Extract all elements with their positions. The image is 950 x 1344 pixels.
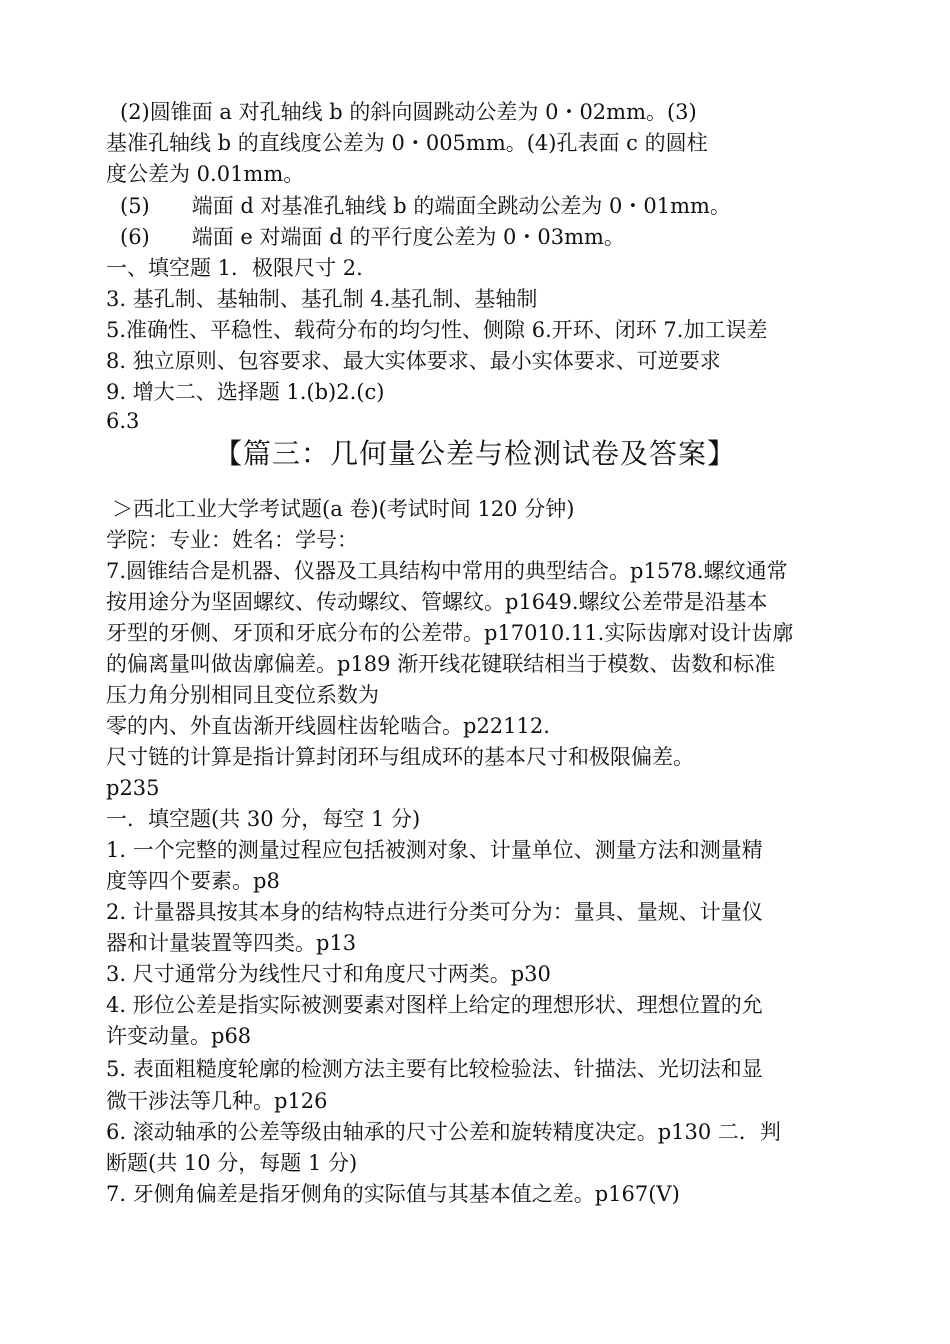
text-line: 按用途分为坚固螺纹、传动螺纹、管螺纹。p1649.螺纹公差带是沿基本 (106, 590, 768, 614)
text-line: 牙型的牙侧、牙顶和牙底分布的公差带。p17010.11.实际齿廓对设计齿廓 (106, 621, 794, 645)
text-line: (5) 端面 d 对基准孔轴线 b 的端面全跳动公差为 0・01mm。 (120, 194, 731, 218)
text-line: 7. 牙侧角偏差是指牙侧角的实际值与其基本值之差。p167(V) (106, 1182, 680, 1206)
text-line: 6.3 (106, 409, 140, 433)
text-line: 断题(共 10 分，每题 1 分) (106, 1151, 358, 1175)
text-line: (2)圆锥面 a 对孔轴线 b 的斜向圆跳动公差为 0・02mm。(3) (120, 100, 697, 124)
text-line: 微干涉法等几种。p126 (106, 1089, 328, 1113)
text-line: 一．填空题(共 30 分，每空 1 分) (106, 807, 421, 831)
text-line: 压力角分别相同且变位系数为 (106, 683, 379, 707)
text-line: 基准孔轴线 b 的直线度公差为 0・005mm。(4)孔表面 c 的圆柱 (106, 131, 708, 155)
section-heading: 【篇三：几何量公差与检测试卷及答案】 (213, 437, 736, 470)
text-line: 5. 表面粗糙度轮廓的检测方法主要有比较检验法、针描法、光切法和显 (106, 1057, 763, 1081)
text-line: (6) 端面 e 对端面 d 的平行度公差为 0・03mm。 (120, 225, 625, 249)
text-line: 8. 独立原则、包容要求、最大实体要求、最小实体要求、可逆要求 (106, 349, 721, 373)
text-line: 一、填空题 1．极限尺寸 2. (106, 256, 363, 280)
text-line: 度等四个要素。p8 (106, 869, 280, 893)
text-line: 器和计量装置等四类。p13 (106, 931, 357, 955)
text-line: 学院：专业：姓名：学号： (106, 528, 358, 552)
text-line: 零的内、外直齿渐开线圆柱齿轮啮合。p22112. (106, 714, 550, 738)
text-line: ＞西北工业大学考试题(a 卷)(考试时间 120 分钟) (112, 497, 575, 521)
text-line: 尺寸链的计算是指计算封闭环与组成环的基本尺寸和极限偏差。 (106, 745, 694, 769)
text-line: 7.圆锥结合是机器、仪器及工具结构中常用的典型结合。p1578.螺纹通常 (106, 559, 788, 583)
text-line: 许变动量。p68 (106, 1024, 252, 1048)
text-line: 的偏离量叫做齿廓偏差。p189 渐开线花键联结相当于模数、齿数和标准 (106, 652, 776, 676)
text-line: p235 (106, 776, 160, 800)
text-line: 5.准确性、平稳性、载荷分布的均匀性、侧隙 6.开环、闭环 7.加工误差 (106, 318, 768, 342)
text-line: 6. 滚动轴承的公差等级由轴承的尺寸公差和旋转精度决定。p130 二．判 (106, 1120, 781, 1144)
text-line: 2. 计量器具按其本身的结构特点进行分类可分为：量具、量规、计量仪 (106, 900, 763, 924)
text-line: 4. 形位公差是指实际被测要素对图样上给定的理想形状、理想位置的允 (106, 993, 763, 1017)
text-line: 3. 尺寸通常分为线性尺寸和角度尺寸两类。p30 (106, 962, 551, 986)
text-line: 1. 一个完整的测量过程应包括被测对象、计量单位、测量方法和测量精 (106, 838, 763, 862)
text-line: 9. 增大二、选择题 1.(b)2.(c) (106, 380, 385, 404)
text-line: 度公差为 0.01mm。 (106, 162, 305, 186)
text-line: 3. 基孔制、基轴制、基孔制 4.基孔制、基轴制 (106, 287, 538, 311)
